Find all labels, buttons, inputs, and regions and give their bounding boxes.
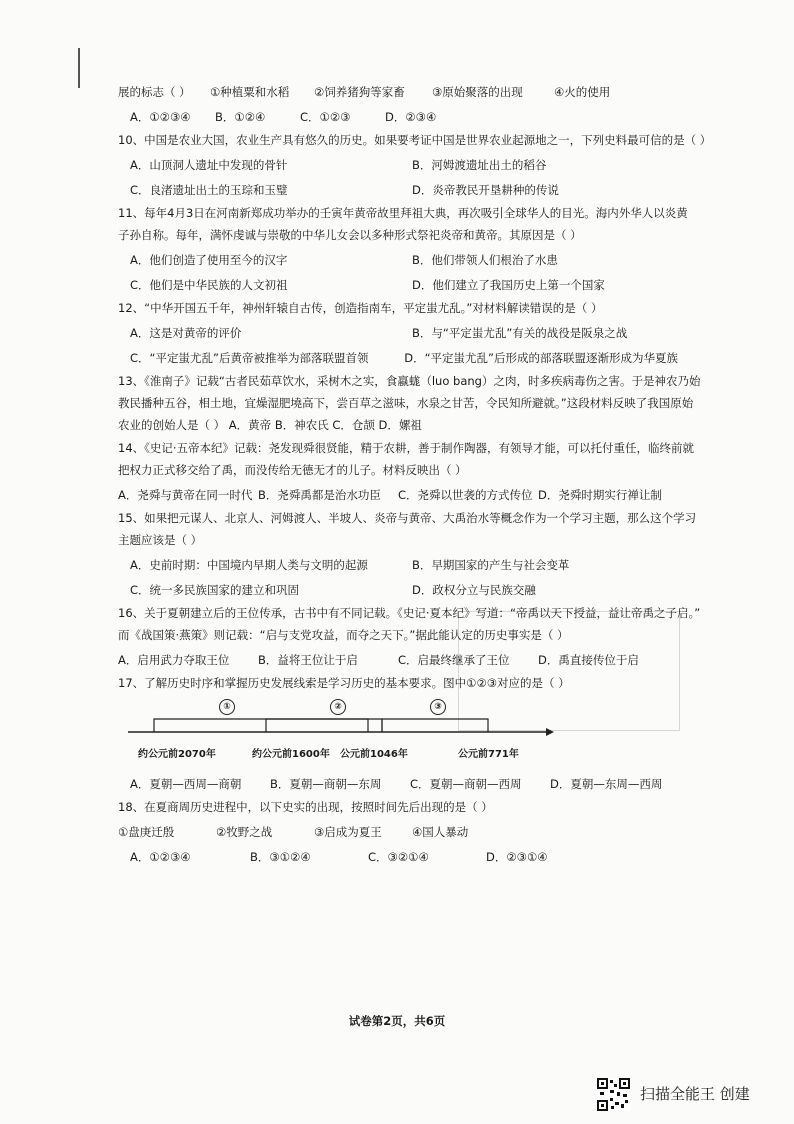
option-d: D．尧舜时期实行禅让制 bbox=[538, 488, 662, 502]
option-d: D．政权分立与民族交融 bbox=[412, 583, 536, 597]
item-1: ①盘庚迁殷 bbox=[118, 825, 175, 839]
question-13 bbox=[118, 373, 701, 433]
option-a: A．这是对黄帝的评价 bbox=[130, 326, 242, 340]
question-12 bbox=[118, 300, 678, 366]
bracket-2 bbox=[266, 719, 382, 732]
question-line: 把权力正式移交给了禹，而没传给无德无才的儿子。材料反映出（ ） bbox=[118, 463, 467, 477]
option-b: B．①②④ bbox=[215, 110, 266, 124]
item-3: ③启成为夏王 bbox=[314, 825, 382, 839]
option-a: A．启用武力夺取王位 bbox=[118, 653, 230, 667]
option-a: A．夏朝—西周—商朝 bbox=[130, 777, 242, 791]
option-d: D．他们建立了我国历史上第一个国家 bbox=[412, 278, 605, 292]
question-line: 12、“中华开国五千年，神州轩辕自古传，创造指南车，平定蚩尤乱。”对材料解读错误的是（ ） bbox=[118, 301, 603, 315]
option-c: C．“平定蚩尤乱”后黄帝被推举为部落联盟首领 bbox=[130, 351, 369, 365]
question-10 bbox=[118, 132, 712, 198]
question-line: 11、每年4月3日在河南新郑成功举办的壬寅年黄帝故里拜祖大典，再次吸引全球华人的目光。海内外华人以炎黄 bbox=[118, 206, 688, 220]
option-c: C．尧舜以世袭的方式传位 bbox=[398, 488, 533, 502]
option-b: B．尧舜禹都是治水功臣 bbox=[258, 488, 381, 502]
option-d: D．夏朝—东周—西周 bbox=[550, 777, 663, 791]
question-line: 14、《史记·五帝本纪》记载：尧发现舜很贤能，精于农耕，善于制作陶器，有领导才能，可以托付重任，临终前就 bbox=[118, 441, 695, 455]
option-b: B．他们带领人们根治了水患 bbox=[412, 253, 558, 267]
item-4: ④国人暴动 bbox=[412, 825, 469, 839]
question-line: 13、《淮南子》记载“古者民茹草饮水，采树木之实，食蠃蛖（luo bang）之肉，时多疾病毒伤之害。于是神农乃始 bbox=[118, 374, 701, 388]
question-line: 而《战国策·燕策》则记载：“启与支党攻益，而夺之天下。”据此能认定的历史事实是（ ） bbox=[118, 628, 569, 642]
option-d: D．炎帝教民开垦耕种的传说 bbox=[412, 183, 559, 197]
option-c: C．夏朝—商朝—西周 bbox=[410, 777, 522, 791]
option-b: B．③①②④ bbox=[250, 850, 311, 864]
option-a: A．他们创造了使用至今的汉字 bbox=[130, 253, 288, 267]
question-11 bbox=[118, 205, 688, 293]
option-b: B．益将王位让于启 bbox=[258, 653, 358, 667]
option-a: A．①②③④ bbox=[130, 110, 191, 124]
option-a: A．史前时期：中国境内早期人类与文明的起源 bbox=[130, 558, 368, 572]
scan-artifact-line bbox=[78, 48, 80, 88]
option-d: D．禹直接传位于启 bbox=[538, 653, 639, 667]
question-18 bbox=[118, 799, 678, 865]
question-line: 主题应该是（ ） bbox=[118, 533, 203, 547]
question-17 bbox=[118, 675, 678, 792]
option-c: C．他们是中华民族的人文初祖 bbox=[130, 278, 288, 292]
item-3: ③原始聚落的出现 bbox=[432, 85, 523, 99]
item-2: ②牧野之战 bbox=[216, 825, 273, 839]
question-stem: 展的标志（ ） bbox=[118, 85, 191, 99]
qr-code-icon bbox=[597, 1078, 630, 1111]
option-b: B．河姆渡遗址出土的稻谷 bbox=[412, 158, 547, 172]
option-a: A．山顶洞人遗址中发现的骨针 bbox=[130, 158, 288, 172]
option-b: B．与“平定蚩尤乱”有关的战役是阪泉之战 bbox=[412, 326, 628, 340]
question-15 bbox=[118, 510, 697, 598]
question-9-tail bbox=[118, 84, 678, 125]
bracket-3 bbox=[382, 719, 488, 732]
option-d: D．“平定蚩尤乱”后形成的部落联盟逐渐形成为华夏族 bbox=[404, 351, 678, 365]
page-footer: 试卷第2页，共6页 bbox=[348, 1014, 446, 1028]
bracket-1 bbox=[154, 719, 368, 732]
question-line: 子孙自称。每年，满怀虔诚与崇敬的中华儿女会以多种形式祭祀炎帝和黄帝。其原因是（ ） bbox=[118, 228, 582, 242]
item-1: ①种植粟和水稻 bbox=[210, 85, 290, 99]
marker-1: ① bbox=[219, 699, 235, 715]
option-d: D．②③①④ bbox=[486, 850, 548, 864]
marker-3: ③ bbox=[430, 699, 446, 715]
item-2: ②饲养猪狗等家畜 bbox=[314, 85, 405, 99]
option-a: A．尧舜与黄帝在同一时代 bbox=[118, 488, 253, 502]
date-label: 约公元前2070年 bbox=[138, 749, 216, 760]
option-a: A．①②③④ bbox=[130, 850, 191, 864]
option-c: C．良渚遗址出土的玉琮和玉璧 bbox=[130, 183, 288, 197]
scanner-watermark: 扫描全能王 创建 bbox=[640, 1085, 750, 1103]
question-line: 农业的创始人是（ ） A．黄帝 B．神农氏 C．仓颉 D．嫘祖 bbox=[118, 418, 422, 432]
date-label: 约公元前1600年 bbox=[252, 749, 330, 760]
question-line: 10、中国是农业大国，农业生产具有悠久的历史。如果要考证中国是世界农业起源地之一，下列史料最可信的是（ ） bbox=[118, 133, 712, 147]
item-4: ④火的使用 bbox=[554, 85, 611, 99]
option-b: B．夏朝—商朝—东周 bbox=[270, 777, 382, 791]
option-d: D．②③④ bbox=[385, 110, 437, 124]
question-line: 16、关于夏朝建立后的王位传承，古书中有不同记载。《史记·夏本纪》写道：“帝禹以天下授益，益让帝禹之子启。” bbox=[118, 606, 701, 620]
date-label: 公元前771年 bbox=[458, 749, 519, 760]
option-b: B．早期国家的产生与社会变革 bbox=[412, 558, 570, 572]
question-line: 教民播种五谷，相土地，宜燥湿肥墝高下，尝百草之滋味，水泉之甘苦，令民知所避就。”这段材料反映了我国原始 bbox=[118, 396, 694, 410]
question-content bbox=[118, 84, 712, 865]
option-c: C．①②③ bbox=[300, 110, 351, 124]
date-label: 公元前1046年 bbox=[340, 749, 408, 760]
option-c: C．统一多民族国家的建立和巩固 bbox=[130, 583, 300, 597]
question-16 bbox=[118, 605, 701, 668]
history-timeline bbox=[118, 697, 678, 767]
question-line: 15、如果把元谋人、北京人、河姆渡人、半坡人、炎帝与黄帝、大禹治水等概念作为一个学习主题，那么这个学习 bbox=[118, 511, 697, 525]
question-14 bbox=[118, 440, 695, 503]
option-c: C．③②①④ bbox=[368, 850, 429, 864]
question-line: 17、了解历史时序和掌握历史发展线索是学习历史的基本要求。图中①②③对应的是（ ） bbox=[118, 676, 570, 690]
question-line: 18、在夏商周历史进程中，以下史实的出现，按照时间先后出现的是（ ） bbox=[118, 800, 493, 814]
option-c: C．启最终继承了王位 bbox=[398, 653, 510, 667]
marker-2: ② bbox=[330, 699, 346, 715]
